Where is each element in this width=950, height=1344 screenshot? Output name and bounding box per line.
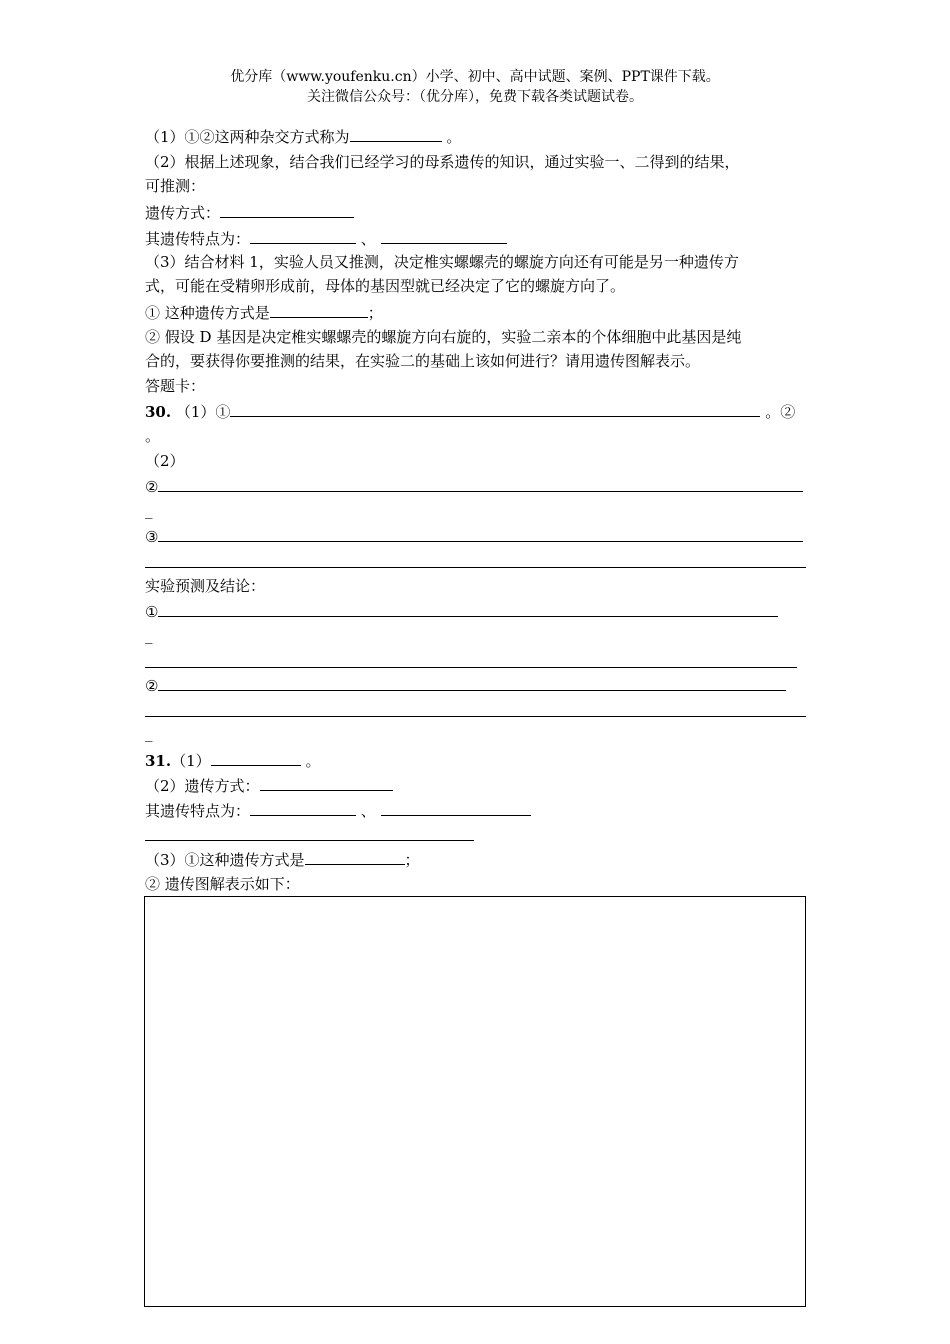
- question-3-line-2: 式，可能在受精卵形成前，母体的基因型就已经决定了它的螺旋方向了。: [145, 277, 626, 295]
- question-2-feature: 其遗传特点为： 、: [145, 228, 507, 249]
- question-2-line-1: （2）根据上述现象，结合我们已经学习的母系遗传的知识，通过实验一、二得到的结果，: [145, 153, 740, 171]
- answer-line[interactable]: [145, 716, 806, 717]
- dash-mark: _: [145, 501, 153, 519]
- question-2-mode: 遗传方式：: [145, 202, 354, 223]
- answer-31-part-2: （2）遗传方式：: [145, 775, 393, 796]
- answer-30-part-1-cont: 。: [145, 427, 161, 445]
- answer-line[interactable]: [250, 800, 356, 816]
- prediction-2: ②: [145, 675, 786, 696]
- answer-line[interactable]: [145, 840, 474, 841]
- blank-line[interactable]: [381, 228, 507, 244]
- answer-30-part-1: 30. （1）① 。②: [145, 403, 796, 421]
- header-line-2: 关注微信公众号：（优分库），免费下载各类试题试卷。: [307, 89, 643, 105]
- answer-line[interactable]: [305, 849, 405, 865]
- question-3-sub-2-line-1: ② 假设 D 基因是决定椎实螺螺壳的螺旋方向右旋的，实验二亲本的个体细胞中此基因是纯: [145, 328, 742, 346]
- blank-line[interactable]: [220, 202, 354, 218]
- answer-line[interactable]: [145, 667, 797, 668]
- genetic-diagram-answer-box[interactable]: [144, 896, 806, 1307]
- answer-31-feature: 其遗传特点为： 、: [145, 800, 531, 821]
- header-line-1: 优分库（www.youfenku.cn）小学、初中、高中试题、案例、PPT课件下载。: [230, 69, 720, 85]
- answer-line[interactable]: [145, 567, 806, 568]
- answer-line[interactable]: [230, 401, 760, 417]
- answer-30-item-2: ②: [145, 476, 803, 497]
- question-3-line-1: （3）结合材料 1，实验人员又推测，决定椎实螺螺壳的螺旋方向还有可能是另一种遗传方: [145, 253, 739, 271]
- dash-mark: _: [145, 626, 153, 644]
- dash-mark: _: [145, 724, 153, 742]
- answer-card-title: 答题卡：: [145, 377, 206, 395]
- answer-line[interactable]: [158, 526, 803, 542]
- answer-line[interactable]: [260, 775, 393, 791]
- question-3-sub-2-line-2: 合的，要获得你要推测的结果，在实验二的基础上该如何进行？请用遗传图解表示。: [145, 352, 701, 370]
- blank-line[interactable]: [250, 228, 356, 244]
- answer-line[interactable]: [211, 750, 301, 766]
- answer-line[interactable]: [158, 476, 803, 492]
- answer-line[interactable]: [158, 601, 778, 617]
- answer-31-part-3: （3）①这种遗传方式是 ；: [145, 851, 420, 869]
- answer-30-item-3: ③: [145, 526, 803, 547]
- question-1: （1）①②这两种杂交方式称为 。: [145, 128, 462, 146]
- answer-line[interactable]: [158, 675, 786, 691]
- prediction-1: ①: [145, 601, 778, 622]
- answer-30-part-2: （2）: [145, 452, 185, 470]
- prediction-title: 实验预测及结论：: [145, 577, 266, 595]
- answer-31-part-1: 31.（1） 。: [145, 752, 321, 770]
- question-2-line-2: 可推测：: [145, 177, 206, 195]
- blank-line[interactable]: [270, 302, 368, 318]
- question-3-sub-1: ① 这种遗传方式是 ；: [145, 304, 383, 322]
- blank-line[interactable]: [350, 126, 442, 142]
- answer-31-part-3-sub-2: ② 遗传图解表示如下：: [145, 875, 300, 893]
- answer-line[interactable]: [381, 800, 531, 816]
